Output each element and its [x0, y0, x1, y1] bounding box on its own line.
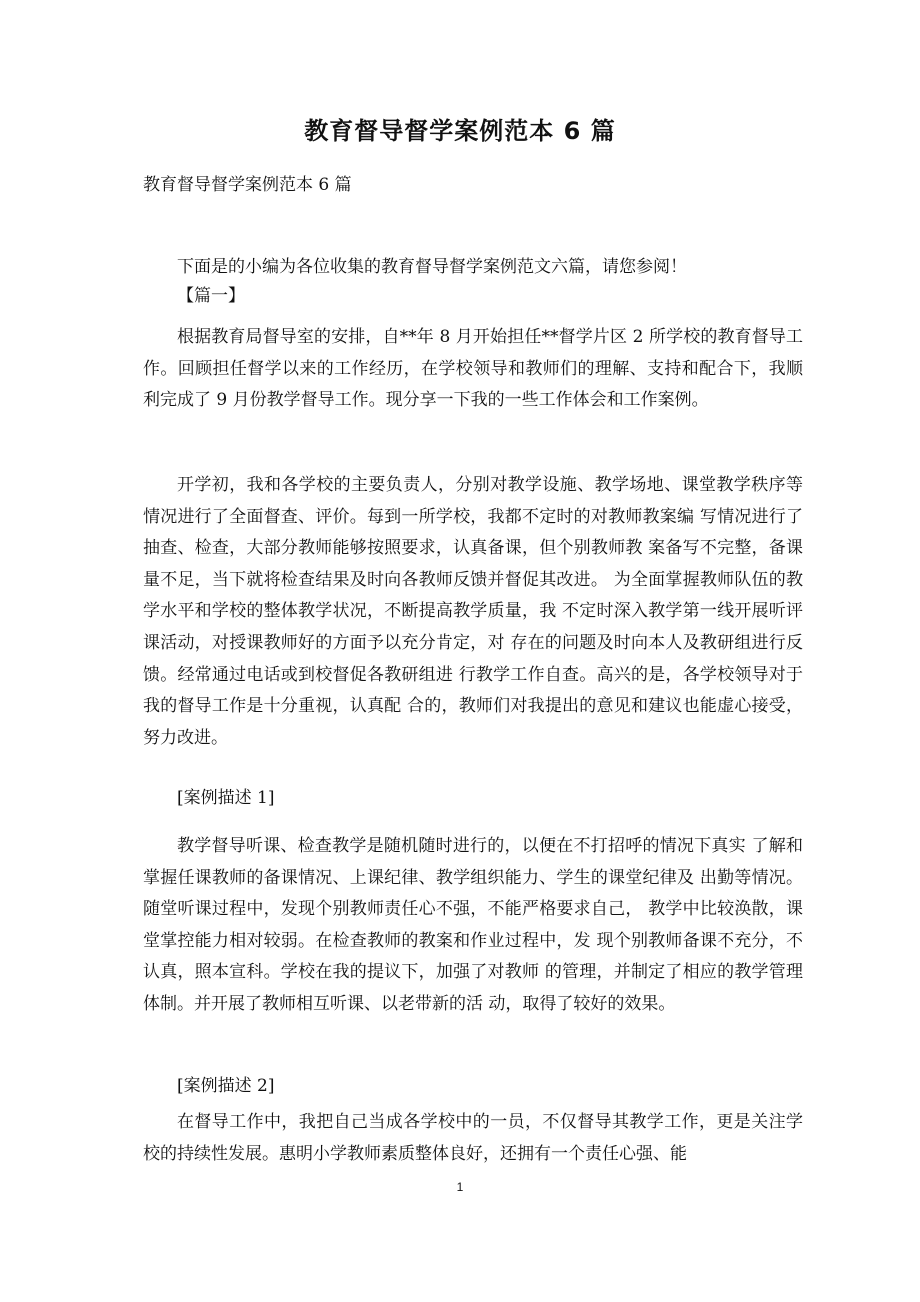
- document-subtitle: 教育督导督学案例范本 6 篇: [143, 175, 352, 195]
- case-2-text: 在督导工作中，我把自己当成各学校中的一员，不仅督导其教学工作，更是关注学校的持续性发展。惠明小学教师素质整体良好，还拥有一个责任心强、能: [143, 1112, 803, 1164]
- page-number: 1: [456, 1180, 464, 1194]
- case-1-text: 教学督导听课、检查教学是随机随时进行的，以便在不打招呼的情况下真实 了解和掌握任课教师的备课情况、上课纪律、教学组织能力、学生的课堂纪律及 出勤等情况。随堂听课过程中，发现个别教师责任心不强，不能严格要求自己， 教学中比较涣散，课堂掌控能力相对较弱。在检查教师的教案和作业过程中，发 现个别教师备课不充分，不认真，照本宣科。学校在我的提议下，加强了对教师 的管理，并制定了相应的教学管理体制。并开展了教师相互听课、以老带新的活 动，取得了较好的效果。: [143, 836, 803, 1014]
- case-1-label: [案例描述 1]: [177, 788, 275, 808]
- paragraph-2: 开学初，我和各学校的主要负责人，分别对教学设施、教学场地、课堂教学秩序等情况进行了全面督查、评价。每到一所学校，我都不定时的对教师教案编 写情况进行了抽查、检查，大部分教师能够按照要求，认真备课，但个别教师教 案备写不完整，备课量不足，当下就将检查结果及时向各教师反馈并督促其改进。 为全面掌握教师队伍的教学水平和学校的整体教学状况，不断提高教学质量，我 不定时深入教学第一线开展听评课活动，对授课教师好的方面予以充分肯定，对 存在的问题及时向本人及教研组进行反馈。经常通过电话或到校督促各教研组进 行教学工作自查。高兴的是，各学校领导对于我的督导工作是十分重视，认真配 合的，教师们对我提出的意见和建议也能虚心接受，努力改进。: [143, 475, 803, 748]
- intro-paragraph: 下面是的小编为各位收集的教育督导督学案例范文六篇，请您参阅！: [177, 257, 687, 277]
- case-2-label: [案例描述 2]: [177, 1076, 275, 1096]
- document-title: 教育督导督学案例范本 6 篇: [304, 117, 616, 145]
- section-heading: 【篇一】: [177, 286, 245, 306]
- paragraph-1: 根据教育局督导室的安排，自**年 8 月开始担任**督学片区 2 所学校的教育督导工作。回顾担任督学以来的工作经历，在学校领导和教师们的理解、支持和配合下，我顺利完成了 9 月份教学督导工作。现分享一下我的一些工作体会和工作案例。: [143, 327, 803, 411]
